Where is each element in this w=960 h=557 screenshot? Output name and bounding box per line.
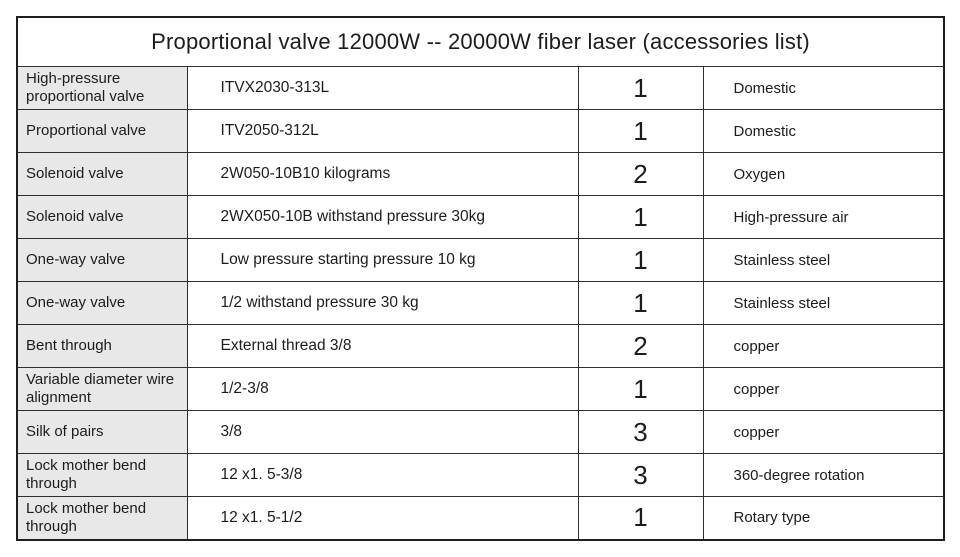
item-type-cell: 360-degree rotation [703, 454, 944, 497]
item-name-cell: Variable diameter wire alignment [17, 368, 187, 411]
item-type-cell: Domestic [703, 67, 944, 110]
item-quantity-cell: 3 [578, 411, 703, 454]
table-row [17, 153, 944, 196]
item-name-cell: Lock mother bend through [17, 497, 187, 540]
item-name-cell: Proportional valve [17, 110, 187, 153]
table-row [17, 239, 944, 282]
item-name-cell: Bent through [17, 325, 187, 368]
item-model-cell: 2WX050-10B withstand pressure 30kg [187, 196, 578, 239]
item-quantity-cell: 2 [578, 153, 703, 196]
table-row [17, 110, 944, 153]
item-type-cell: Rotary type [703, 497, 944, 540]
item-quantity-cell: 1 [578, 110, 703, 153]
item-type-cell: Oxygen [703, 153, 944, 196]
item-type-cell: copper [703, 368, 944, 411]
item-quantity-cell: 1 [578, 196, 703, 239]
item-name-cell: One-way valve [17, 282, 187, 325]
item-quantity-cell: 1 [578, 282, 703, 325]
item-model-cell: 12 x1. 5-1/2 [187, 497, 578, 540]
item-model-cell: 1/2 withstand pressure 30 kg [187, 282, 578, 325]
item-model-cell: 2W050-10B10 kilograms [187, 153, 578, 196]
item-model-cell: 3/8 [187, 411, 578, 454]
item-quantity-cell: 3 [578, 454, 703, 497]
table-row [17, 497, 944, 540]
table-row [17, 325, 944, 368]
item-type-cell: Domestic [703, 110, 944, 153]
table-row [17, 196, 944, 239]
item-name-cell: Solenoid valve [17, 196, 187, 239]
item-model-cell: ITV2050-312L [187, 110, 578, 153]
table-row [17, 368, 944, 411]
item-name-cell: High-pressure proportional valve [17, 67, 187, 110]
item-quantity-cell: 1 [578, 67, 703, 110]
table-body [17, 17, 944, 540]
item-name-cell: Silk of pairs [17, 411, 187, 454]
item-quantity-cell: 1 [578, 368, 703, 411]
accessories-table [16, 16, 945, 541]
item-model-cell: 12 x1. 5-3/8 [187, 454, 578, 497]
item-type-cell: High-pressure air [703, 196, 944, 239]
item-name-cell: Lock mother bend through [17, 454, 187, 497]
title-row [17, 17, 944, 67]
table-row [17, 282, 944, 325]
item-quantity-cell: 1 [578, 497, 703, 540]
item-type-cell: copper [703, 325, 944, 368]
item-type-cell: Stainless steel [703, 282, 944, 325]
item-quantity-cell: 1 [578, 239, 703, 282]
table-row [17, 454, 944, 497]
item-name-cell: One-way valve [17, 239, 187, 282]
item-model-cell: External thread 3/8 [187, 325, 578, 368]
item-model-cell: 1/2-3/8 [187, 368, 578, 411]
item-quantity-cell: 2 [578, 325, 703, 368]
item-model-cell: ITVX2030-313L [187, 67, 578, 110]
page-title: Proportional valve 12000W -- 20000W fiber laser (accessories list) [17, 17, 944, 67]
table-row [17, 67, 944, 110]
table-row [17, 411, 944, 454]
item-name-cell: Solenoid valve [17, 153, 187, 196]
item-type-cell: copper [703, 411, 944, 454]
item-model-cell: Low pressure starting pressure 10 kg [187, 239, 578, 282]
item-type-cell: Stainless steel [703, 239, 944, 282]
